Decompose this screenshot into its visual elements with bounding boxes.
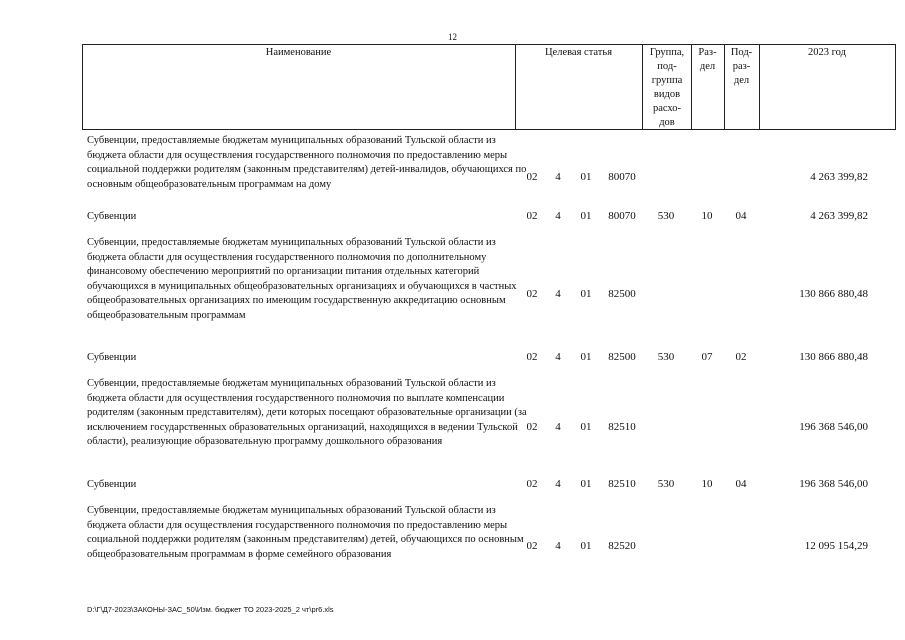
code-subprogram: 4	[555, 421, 561, 433]
expense-group: 530	[657, 210, 675, 222]
row-description: Субвенции, предоставляемые бюджетам муниципальных образований Тульской области из бюджета области для осуществления государственного полномочия по дополнительному финансовому обеспечению мероприятий по организации питания отдельных категорий обучающихся в муниципальных общеобразовательных организациях и обучающихся в частных общеобразовательных организациях по имеющим государственную аккредитацию основным общеобразовательным программам	[87, 237, 517, 321]
code-direction: 80070	[608, 171, 636, 183]
subsection-code: 04	[735, 210, 747, 222]
header-group: Группа, под- группа видов расхо- дов	[649, 47, 685, 128]
code-program: 02	[526, 288, 538, 300]
code-item: 01	[580, 171, 592, 183]
code-direction: 82500	[608, 288, 636, 300]
amount-2023: 130 866 880,48	[799, 351, 868, 363]
code-subprogram: 4	[555, 171, 561, 183]
header-divider	[642, 44, 643, 130]
code-direction: 82520	[608, 540, 636, 552]
code-item: 01	[580, 288, 592, 300]
code-program: 02	[526, 351, 538, 363]
subsection-code: 02	[735, 351, 747, 363]
code-item: 01	[580, 478, 592, 490]
code-subprogram: 4	[555, 540, 561, 552]
page-number: 12	[448, 32, 457, 42]
code-program: 02	[526, 540, 538, 552]
code-direction: 80070	[608, 210, 636, 222]
header-subsection: Под- раз- дел	[730, 47, 753, 86]
row-description: Субвенции, предоставляемые бюджетам муниципальных образований Тульской области из бюджета области для осуществления государственного полномочия по предоставлению меры социальной поддержки родителям (законным представителям) детей, обучающихся по основным общеобразовательным программам в форме семейного образования	[87, 505, 524, 560]
code-item: 01	[580, 351, 592, 363]
code-program: 02	[526, 421, 538, 433]
amount-2023: 130 866 880,48	[799, 288, 868, 300]
expense-group: 530	[657, 351, 675, 363]
code-subprogram: 4	[555, 478, 561, 490]
section-code: 07	[701, 351, 713, 363]
row-description: Субвенции	[87, 352, 137, 363]
code-program: 02	[526, 171, 538, 183]
code-item: 01	[580, 540, 592, 552]
code-item: 01	[580, 421, 592, 433]
header-section: Раз- дел	[698, 47, 717, 72]
amount-2023: 196 368 546,00	[799, 421, 868, 433]
code-subprogram: 4	[555, 351, 561, 363]
row-description: Субвенции	[87, 479, 137, 490]
code-direction: 82500	[608, 351, 636, 363]
header-year: 2023 год	[808, 47, 846, 58]
header-divider	[895, 44, 896, 130]
amount-2023: 4 263 399,82	[810, 171, 868, 183]
file-path-footer: D:\Г\Д7-2023\ЗАКОНЫ-ЗАС_50\Изм. бюджет ТО 2023-2025_2 чт\pr6.xls	[87, 605, 334, 614]
expense-group: 530	[657, 478, 675, 490]
row-description: Субвенции, предоставляемые бюджетам муниципальных образований Тульской области из бюджета области для осуществления государственного полномочия по предоставлению меры социальной поддержки родителям (законным представителям) детей-инвалидов, обучающихся по основным общеобразовательным программам на дому	[87, 135, 527, 190]
section-code: 10	[701, 210, 713, 222]
code-item: 01	[580, 210, 592, 222]
code-subprogram: 4	[555, 288, 561, 300]
header-target: Целевая статья	[544, 47, 613, 58]
code-direction: 82510	[608, 421, 636, 433]
section-code: 10	[701, 478, 713, 490]
code-program: 02	[526, 210, 538, 222]
code-subprogram: 4	[555, 210, 561, 222]
subsection-code: 04	[735, 478, 747, 490]
amount-2023: 4 263 399,82	[810, 210, 868, 222]
code-direction: 82510	[608, 478, 636, 490]
row-description: Субвенции	[87, 211, 137, 222]
code-program: 02	[526, 478, 538, 490]
row-description: Субвенции, предоставляемые бюджетам муниципальных образований Тульской области из бюджета области для осуществления государственного полномочия по выплате компенсации родителям (законным представителям), дети которых посещают образовательные организации (за исключением государственных образовательных организаций, находящихся в ведении Тульской области), реализующие образовательную программу дошкольного образования	[87, 378, 527, 448]
amount-2023: 12 095 154,29	[804, 540, 868, 552]
header-name: Наименование	[265, 47, 332, 58]
amount-2023: 196 368 546,00	[799, 478, 868, 490]
